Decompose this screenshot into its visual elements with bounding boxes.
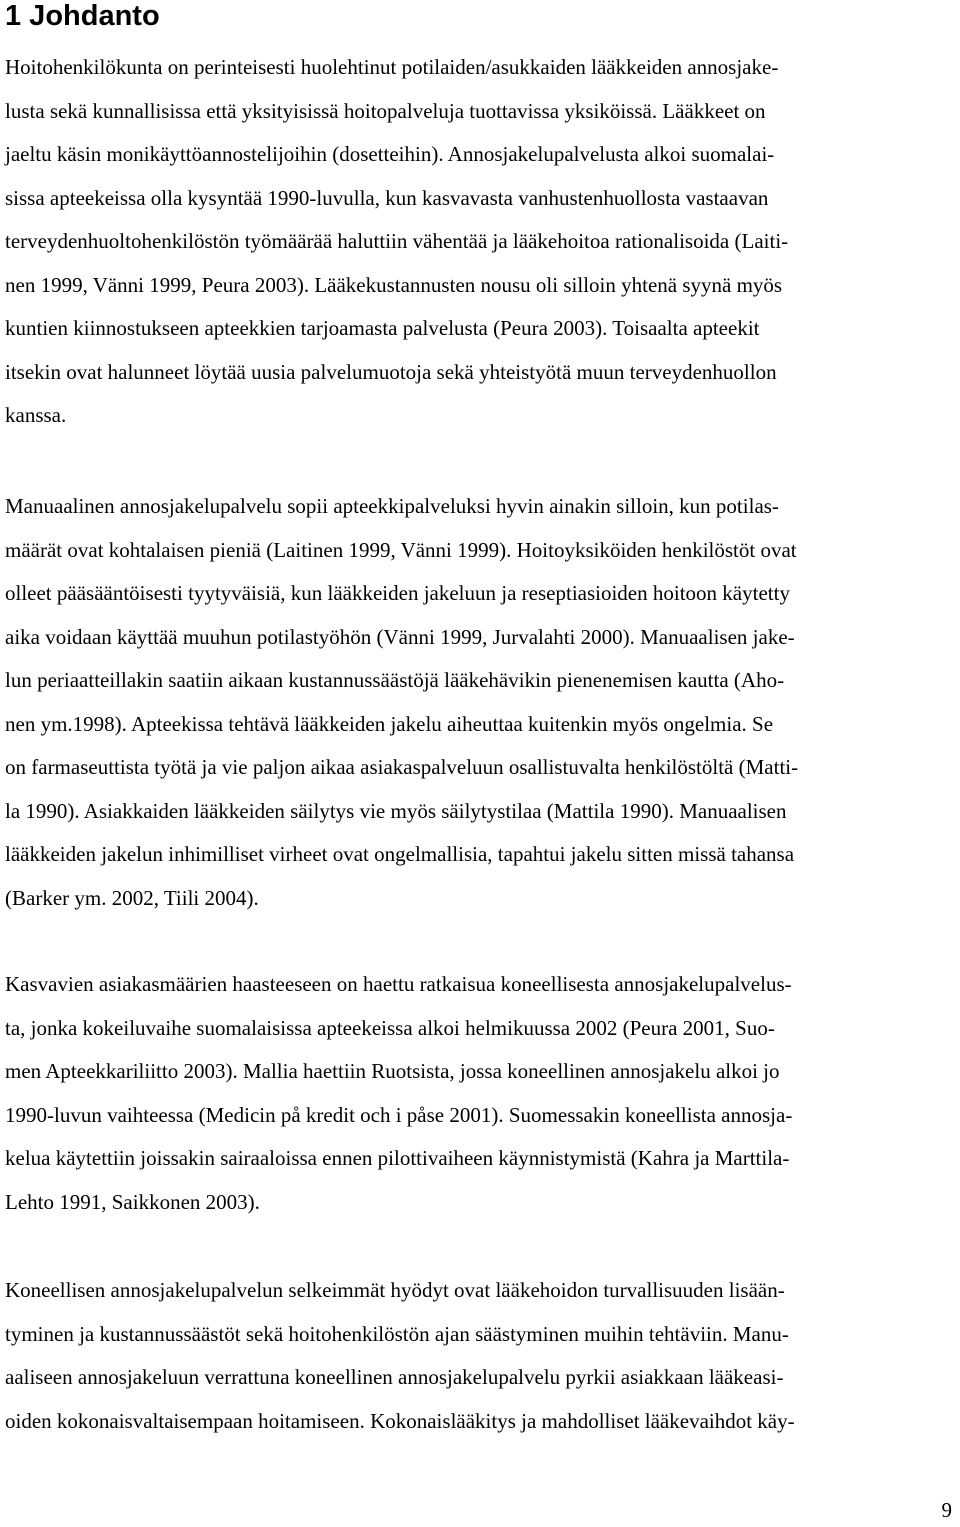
text-line: lääkkeiden jakelun inhimilliset virheet ovat ongelmallisia, tapahtui jakelu sitten missä tahansa xyxy=(5,842,795,866)
text-line: (Barker ym. 2002, Tiili 2004). xyxy=(5,885,259,910)
text-line: sissa apteekeissa olla kysyntää 1990-luvulla, kun kasvavasta vanhustenhuollosta vastaavan xyxy=(5,185,769,210)
text-line: Hoitohenkilökunta on perinteisesti huolehtinut potilaiden/asukkaiden lääkkeiden annosjake- xyxy=(5,55,779,79)
paragraph-2 xyxy=(5,485,955,920)
text-line: kelua käytettiin joissakin sairaaloissa ennen pilottivaiheen käynnistymistä (Kahra ja Marttila- xyxy=(5,1146,790,1170)
text-line: on farmaseuttista työtä ja vie paljon aikaa asiakaspalveluun osallistuvalta henkilöstöltä (Matti- xyxy=(5,755,799,779)
text-line: terveydenhuoltohenkilöstön työmäärää haluttiin vähentää ja lääkehoitoa rationalisoida (Laiti- xyxy=(5,229,789,253)
text-line: kanssa. xyxy=(5,403,67,427)
text-line: lun periaatteillakin saatiin aikaan kustannussäästöjä lääkehävikin pienenemisen kautta (Aho- xyxy=(5,668,785,692)
text-line: la 1990). Asiakkaiden lääkkeiden säilytys vie myös säilytystilaa (Mattila 1990). Manuaalisen xyxy=(5,798,787,823)
paragraph-3 xyxy=(5,963,955,1224)
text-line: 1990-luvun vaihteessa (Medicin på kredit och i påse 2001). Suomessakin koneellista annosja- xyxy=(5,1102,793,1127)
text-line: aika voidaan käyttää muuhun potilastyöhön (Vänni 1999, Jurvalahti 2000). Manuaalisen jake- xyxy=(5,624,795,649)
text-line: kuntien kiinnostukseen apteekkien tarjoamasta palvelusta (Peura 2003). Toisaalta apteekit xyxy=(5,316,760,340)
text-line: oiden kokonaisvaltaisempaan hoitamiseen. Kokonaislääkitys ja mahdolliset lääkevaihdot käy- xyxy=(5,1408,795,1433)
text-line: lusta sekä kunnallisissa että yksityisissä hoitopalveluja tuottavissa yksiköissä. Lääkkeet on xyxy=(5,98,766,123)
paragraph-4 xyxy=(5,1269,955,1443)
text-line: määrät ovat kohtalaisen pieniä (Laitinen 1999, Vänni 1999). Hoitoyksiköiden henkilöstöt ovat xyxy=(5,537,797,562)
text-line: Koneellisen annosjakelupalvelun selkeimmät hyödyt ovat lääkehoidon turvallisuuden lisään- xyxy=(5,1278,785,1302)
text-line: olleet pääsääntöisesti tyytyväisiä, kun lääkkeiden jakeluun ja reseptiasioiden hoitoon käytetty xyxy=(5,581,790,605)
text-line: Manuaalinen annosjakelupalvelu sopii apteekkipalveluksi hyvin ainakin silloin, kun potilas- xyxy=(5,494,779,518)
text-line: itsekin ovat halunneet löytää uusia palvelumuotoja sekä yhteistyötä muun terveydenhuollon xyxy=(5,359,777,384)
text-line: aaliseen annosjakeluun verrattuna koneellinen annosjakelupalvelu pyrkii asiakkaan lääkeasi- xyxy=(5,1365,784,1389)
text-line: tyminen ja kustannussäästöt sekä hoitohenkilöstön ajan säästyminen muihin tehtäviin. Manu- xyxy=(5,1321,789,1346)
paragraph-1 xyxy=(5,46,955,438)
text-line: Kasvavien asiakasmäärien haasteeseen on haettu ratkaisua koneellisesta annosjakelupalvelus- xyxy=(5,972,792,996)
text-line: nen ym.1998). Apteekissa tehtävä lääkkeiden jakelu aiheuttaa kuitenkin myös ongelmia. Se xyxy=(5,711,774,736)
text-line: nen 1999, Vänni 1999, Peura 2003). Lääkekustannusten nousu oli silloin yhtenä syynä myös xyxy=(5,272,783,297)
text-line: men Apteekkariliitto 2003). Mallia haettiin Ruotsista, jossa koneellinen annosjakelu alkoi jo xyxy=(5,1059,780,1083)
page-number: 9 xyxy=(941,1498,952,1522)
text-line: Lehto 1991, Saikkonen 2003). xyxy=(5,1189,260,1214)
text-line: jaeltu käsin monikäyttöannostelijoihin (dosetteihin). Annosjakelupalvelusta alkoi suomalai- xyxy=(5,142,775,166)
text-line: ta, jonka kokeiluvaihe suomalaisissa apteekeissa alkoi helmikuussa 2002 (Peura 2001, Suo- xyxy=(5,1015,775,1040)
chapter-heading: 1 Johdanto xyxy=(5,0,160,32)
